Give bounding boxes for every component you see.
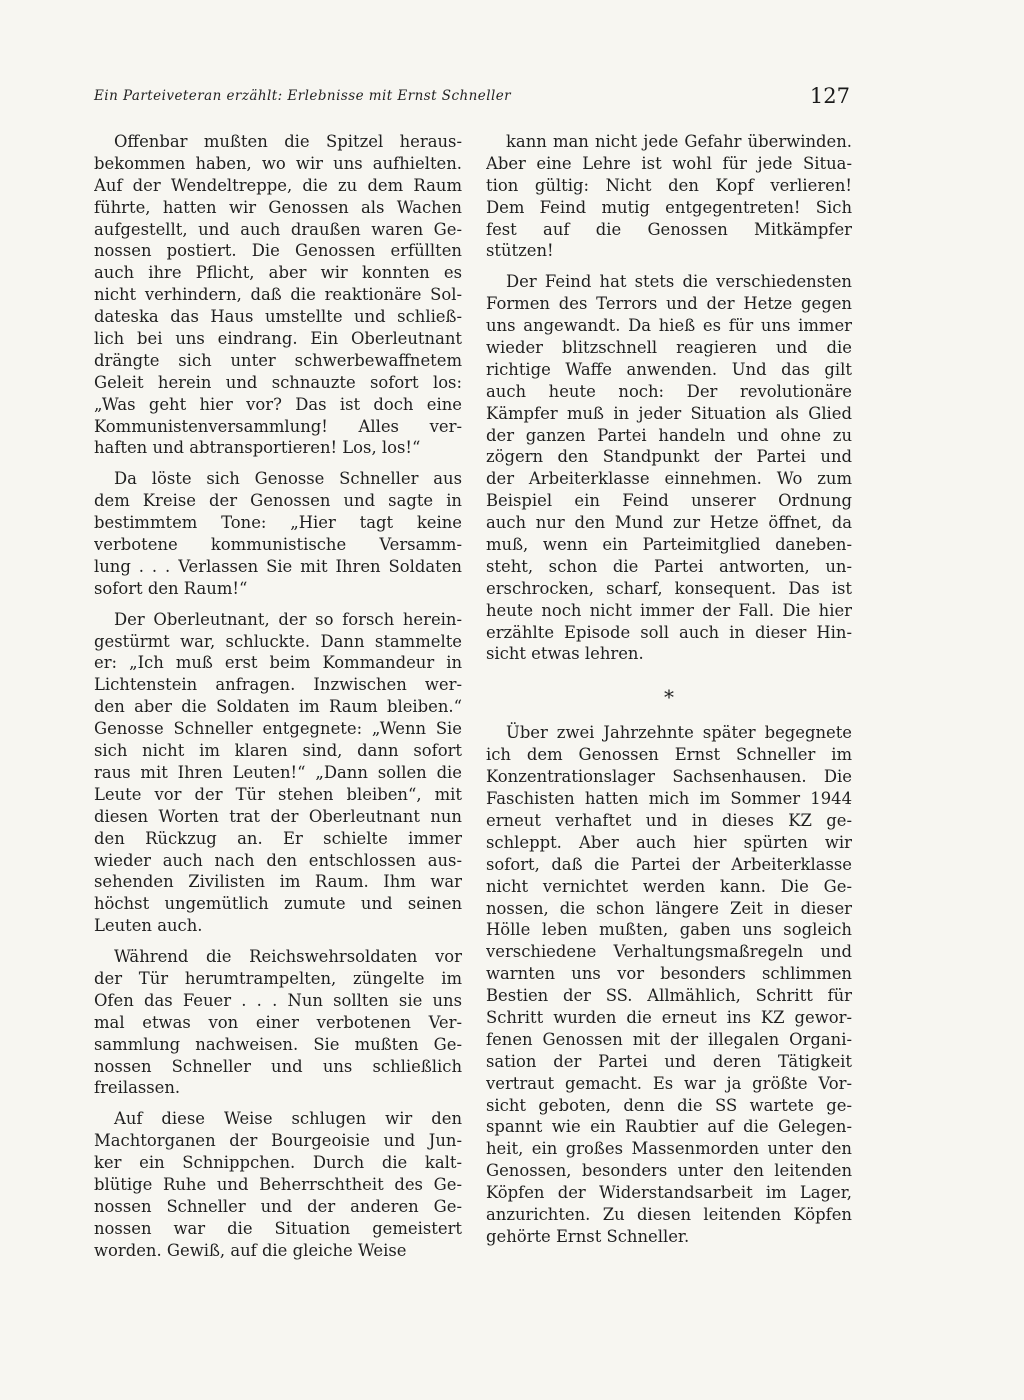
text-line: wieder auch nach den entschlossen aus- xyxy=(94,850,462,870)
text-line: dem Kreise der Genossen und sagte in xyxy=(94,491,462,511)
text-line: Bestien der SS. Allmählich, Schritt für xyxy=(486,986,852,1006)
text-line: verschiedene Verhaltungsmaßregeln und xyxy=(486,942,852,962)
text-line: Köpfen der Widerstandsarbeit im Lager, xyxy=(486,1183,852,1203)
text-line: anzurichten. Zu diesen leitenden Köpfen xyxy=(486,1204,852,1224)
text-line: ich dem Genossen Ernst Schneller im xyxy=(486,745,852,765)
paragraph xyxy=(486,271,852,665)
left-column xyxy=(94,131,462,1262)
text-line: Ofen das Feuer . . . Nun sollten sie uns xyxy=(94,990,462,1010)
paragraph xyxy=(486,722,852,1247)
text-line: Machtorganen der Bourgeoisie und Jun- xyxy=(94,1131,462,1151)
text-line: raus mit Ihren Leuten!“ „Dann sollen die xyxy=(94,762,462,782)
text-line: sation der Partei und deren Tätigkeit xyxy=(486,1051,852,1071)
text-line: verbotene kommunistische Versamm- xyxy=(94,535,462,555)
text-line: der Arbeiterklasse einnehmen. Wo zum xyxy=(486,469,852,489)
text-line: sicht geboten, denn die SS wartete ge- xyxy=(486,1095,852,1115)
text-line: richtige Waffe anwenden. Und das gilt xyxy=(486,359,852,379)
section-break-asterisk: * xyxy=(664,685,674,710)
text-line: sich nicht im klaren sind, dann sofort xyxy=(94,741,462,761)
text-line: Kämpfer muß in jeder Situation als Glied xyxy=(486,403,852,423)
text-line: steht, schon die Partei antworten, un- xyxy=(486,556,852,576)
header-title: Ein Parteiveteran erzählt: Erlebnisse mit Ernst Schneller xyxy=(94,88,512,104)
text-line: aufgestellt, und auch draußen waren Ge- xyxy=(94,219,462,239)
text-line: nossen postiert. Die Genossen erfüllten xyxy=(94,241,462,261)
text-line: fest auf die Genossen Mitkämpfer xyxy=(486,219,852,239)
text-line: den Rückzug an. Er schielte immer xyxy=(94,828,462,848)
text-line: wieder blitzschnell reagieren und die xyxy=(486,338,852,358)
paragraph xyxy=(94,468,462,599)
text-line: nossen, die schon längere Zeit in dieser xyxy=(486,898,852,918)
text-line: haften und abtransportieren! Los, los!“ xyxy=(94,438,421,458)
text-line: Schritt wurden die erneut ins KZ gewor- xyxy=(486,1007,852,1027)
text-line: Aber eine Lehre ist wohl für jede Situa- xyxy=(486,153,852,173)
paragraph xyxy=(94,946,462,1099)
text-line: mal etwas von einer verbotenen Ver- xyxy=(94,1012,462,1032)
text-line: kann man nicht jede Gefahr überwinden. xyxy=(506,132,852,151)
text-line: er: „Ich muß erst beim Kommandeur in xyxy=(94,653,462,673)
text-line: sehenden Zivilisten im Raum. Ihm war xyxy=(94,872,462,892)
text-line: Hölle leben mußten, gaben uns sogleich xyxy=(486,920,852,940)
text-line: uns angewandt. Da hieß es für uns immer xyxy=(486,316,852,336)
text-line: Kommunistenversammlung! Alles ver- xyxy=(94,416,462,436)
text-line: spannt wie ein Raubtier auf die Gelegen- xyxy=(486,1117,852,1137)
text-line: Genossen, besonders unter den leitenden xyxy=(486,1161,852,1181)
text-line: tion gültig: Nicht den Kopf verlieren! xyxy=(486,175,852,195)
text-line: blütige Ruhe und Beherrschtheit des Ge- xyxy=(94,1174,462,1194)
text-line: den aber die Soldaten im Raum bleiben.“ xyxy=(94,697,462,717)
paragraph xyxy=(486,131,852,262)
text-line: der ganzen Partei handeln und ohne zu xyxy=(486,425,852,445)
paragraph xyxy=(94,1108,462,1261)
text-line: schleppt. Aber auch hier spürten wir xyxy=(486,832,852,852)
text-line: lich bei uns eindrang. Ein Oberleutnant xyxy=(94,329,462,349)
text-line: heit, ein großes Massenmorden unter den xyxy=(486,1139,852,1159)
text-line: vertraut gemacht. Es war ja größte Vor- xyxy=(486,1073,852,1093)
text-line: sofort, daß die Partei der Arbeiterklasse xyxy=(486,854,852,874)
text-line: worden. Gewiß, auf die gleiche Weise xyxy=(94,1240,407,1260)
text-line: nossen Schneller und der anderen Ge- xyxy=(94,1196,462,1216)
running-header xyxy=(94,84,854,108)
text-line: diesen Worten trat der Oberleutnant nun xyxy=(94,806,462,826)
text-line: Der Oberleutnant, der so forsch herein- xyxy=(114,609,462,629)
text-line: Konzentrationslager Sachsenhausen. Die xyxy=(486,767,852,787)
text-line: nicht vernichtet werden kann. Die Ge- xyxy=(486,876,852,896)
text-line: heute noch nicht immer der Fall. Die hier xyxy=(486,600,852,620)
text-line: Leuten auch. xyxy=(94,916,203,936)
section-after-break xyxy=(486,722,852,1247)
text-line: Lichtenstein anfragen. Inzwischen wer- xyxy=(94,675,462,695)
text-line: Da löste sich Genosse Schneller aus xyxy=(114,469,462,489)
text-line: lung . . . Verlassen Sie mit Ihren Soldaten xyxy=(94,556,462,576)
paragraph xyxy=(94,609,462,937)
text-line: dateska das Haus umstellte und schließ- xyxy=(94,307,462,327)
text-line: erzählte Episode soll auch in dieser Hin- xyxy=(486,622,852,642)
paragraph xyxy=(94,131,462,459)
text-line: erschrocken, scharf, konsequent. Das ist xyxy=(486,578,852,598)
text-line: muß, wenn ein Parteimitglied daneben- xyxy=(486,535,852,555)
text-line: der Tür herumtrampelten, züngelte im xyxy=(94,968,462,988)
text-line: nossen war die Situation gemeistert xyxy=(94,1218,462,1238)
text-line: warnten uns vor besonders schlimmen xyxy=(486,964,852,984)
text-line: Auf diese Weise schlugen wir den xyxy=(114,1109,462,1129)
text-line: ker ein Schnippchen. Durch die kalt- xyxy=(94,1153,462,1173)
text-line: Genosse Schneller entgegnete: „Wenn Sie xyxy=(94,719,462,739)
text-line: Geleit herein und schnauzte sofort los: xyxy=(94,372,462,392)
text-line: führte, hatten wir Genossen als Wachen xyxy=(94,197,462,217)
text-line: Während die Reichswehrsoldaten vor xyxy=(114,947,462,967)
text-line: Leute vor der Tür stehen bleiben“, mit xyxy=(94,784,462,804)
text-line: bekommen haben, wo wir uns aufhielten. xyxy=(94,153,462,173)
text-line: Auf der Wendeltreppe, die zu dem Raum xyxy=(94,175,462,195)
text-line: auch heute noch: Der revolutionäre xyxy=(486,381,852,401)
text-line: zögern den Standpunkt der Partei und xyxy=(486,447,852,467)
text-line: sicht etwas lehren. xyxy=(486,644,644,664)
text-line: freilassen. xyxy=(94,1078,181,1098)
text-line: auch ihre Pflicht, aber wir konnten es xyxy=(94,263,462,283)
text-line: bestimmtem Tone: „Hier tagt keine xyxy=(94,513,462,533)
right-column xyxy=(486,131,852,1248)
text-line: stützen! xyxy=(486,241,554,261)
text-line: fenen Genossen mit der illegalen Organi- xyxy=(486,1029,852,1049)
text-line: Beispiel ein Feind unserer Ordnung xyxy=(486,491,852,511)
text-line: Faschisten hatten mich im Sommer 1944 xyxy=(486,789,852,809)
text-line: nicht verhindern, daß die reaktionäre Sol- xyxy=(94,285,462,305)
text-line: drängte sich unter schwerbewaffnetem xyxy=(94,350,462,370)
text-line: auch nur den Mund zur Hetze öffnet, da xyxy=(486,513,852,533)
text-line: gestürmt war, schluckte. Dann stammelte xyxy=(94,631,462,651)
text-line: Offenbar mußten die Spitzel heraus- xyxy=(114,132,462,151)
text-line: gehörte Ernst Schneller. xyxy=(486,1226,690,1246)
page-number: 127 xyxy=(809,84,850,108)
text-line: erneut verhaftet und in dieses KZ ge- xyxy=(486,810,852,830)
text-line: Formen des Terrors und der Hetze gegen xyxy=(486,294,852,314)
text-line: Dem Feind mutig entgegentreten! Sich xyxy=(486,197,852,217)
text-line: Über zwei Jahrzehnte später begegnete xyxy=(506,723,852,743)
text-line: Der Feind hat stets die verschiedensten xyxy=(506,272,852,292)
text-line: sammlung nachweisen. Sie mußten Ge- xyxy=(94,1034,462,1054)
text-line: sofort den Raum!“ xyxy=(94,578,248,598)
text-line: „Was geht hier vor? Das ist doch eine xyxy=(94,394,462,414)
text-line: höchst ungemütlich zumute und seinen xyxy=(94,894,462,914)
text-line: nossen Schneller und uns schließlich xyxy=(94,1056,462,1076)
